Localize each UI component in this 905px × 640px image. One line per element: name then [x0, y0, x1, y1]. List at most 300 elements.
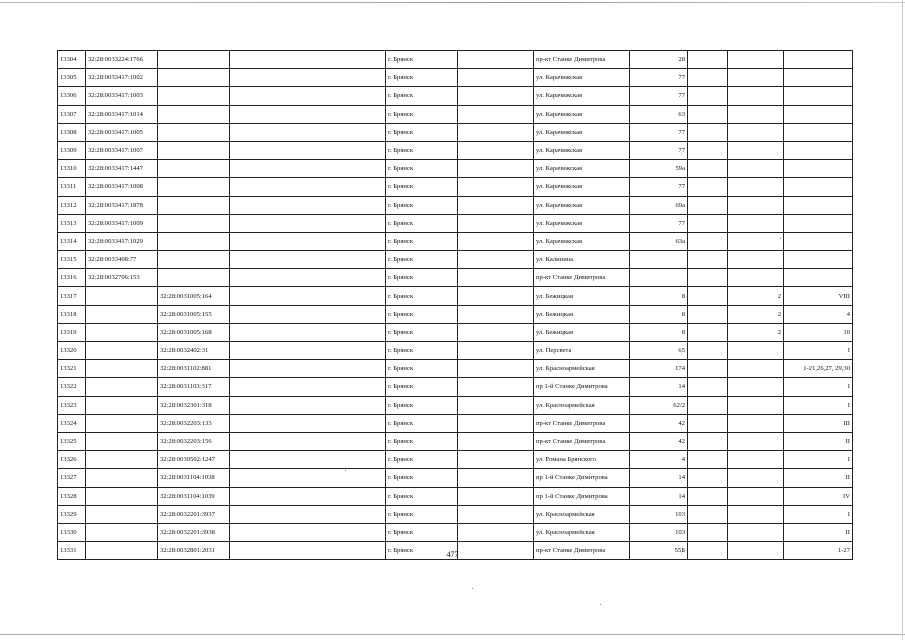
- premises-cadastral-number-cell: 32:28:0031104:1038: [158, 469, 230, 487]
- city-cell: г. Брянск: [386, 69, 458, 87]
- record-number-cell: 13331: [58, 542, 86, 560]
- table-row: [58, 160, 853, 178]
- cadastral-number-cell: [86, 305, 158, 323]
- empty-cell: [458, 232, 534, 250]
- premises-number-cell: IV: [784, 487, 853, 505]
- table-row: [58, 196, 853, 214]
- city-cell: г. Брянск: [386, 251, 458, 269]
- empty-cell: [230, 87, 386, 105]
- city-cell: г. Брянск: [386, 360, 458, 378]
- record-number-cell: 13329: [58, 505, 86, 523]
- cadastral-number-cell: 32:28:0033417:1005: [86, 123, 158, 141]
- street-cell: пр-кт Станке Димитрова: [534, 414, 630, 432]
- empty-cell: [688, 396, 728, 414]
- street-cell: ул. Карачижская: [534, 141, 630, 159]
- premises-cadastral-number-cell: 32:28:0031005:168: [158, 323, 230, 341]
- house-number-cell: 8: [630, 305, 688, 323]
- premises-number-cell: I: [784, 378, 853, 396]
- premises-number-cell: 10: [784, 323, 853, 341]
- premises-number-cell: [784, 123, 853, 141]
- empty-cell: [688, 487, 728, 505]
- record-number-cell: 13317: [58, 287, 86, 305]
- empty-cell: [230, 160, 386, 178]
- empty-cell: [458, 523, 534, 541]
- cadastral-number-cell: [86, 378, 158, 396]
- cadastral-number-cell: 32:28:0033417:1447: [86, 160, 158, 178]
- empty-cell: [458, 160, 534, 178]
- city-cell: г. Брянск: [386, 105, 458, 123]
- empty-cell: [458, 105, 534, 123]
- street-cell: пр 1-й Станке Димитрова: [534, 469, 630, 487]
- record-number-cell: 13318: [58, 305, 86, 323]
- building-cell: [728, 69, 784, 87]
- record-number-cell: 13325: [58, 432, 86, 450]
- building-cell: [728, 178, 784, 196]
- house-number-cell: 103: [630, 523, 688, 541]
- empty-cell: [458, 360, 534, 378]
- premises-cadastral-number-cell: [158, 141, 230, 159]
- building-cell: [728, 451, 784, 469]
- cadastral-number-cell: [86, 451, 158, 469]
- empty-cell: [458, 432, 534, 450]
- table-row: [58, 178, 853, 196]
- empty-cell: [458, 214, 534, 232]
- street-cell: пр 1-й Станке Димитрова: [534, 487, 630, 505]
- street-cell: ул. Карачижская: [534, 196, 630, 214]
- street-cell: ул. Бежицкая: [534, 323, 630, 341]
- record-number-cell: 13306: [58, 87, 86, 105]
- building-cell: [728, 360, 784, 378]
- city-cell: г. Брянск: [386, 414, 458, 432]
- house-number-cell: 77: [630, 214, 688, 232]
- street-cell: ул. Романа Брянского: [534, 451, 630, 469]
- empty-cell: [230, 232, 386, 250]
- premises-number-cell: II: [784, 432, 853, 450]
- house-number-cell: 63: [630, 105, 688, 123]
- empty-cell: [688, 141, 728, 159]
- premises-cadastral-number-cell: 32:28:0030502:1247: [158, 451, 230, 469]
- premises-number-cell: II: [784, 523, 853, 541]
- house-number-cell: 59а: [630, 160, 688, 178]
- table-row: [58, 269, 853, 287]
- house-number-cell: 62/2: [630, 396, 688, 414]
- empty-cell: [230, 51, 386, 69]
- city-cell: г. Брянск: [386, 378, 458, 396]
- city-cell: г. Брянск: [386, 396, 458, 414]
- empty-cell: [458, 196, 534, 214]
- premises-cadastral-number-cell: [158, 232, 230, 250]
- premises-number-cell: I: [784, 505, 853, 523]
- cadastral-number-cell: [86, 414, 158, 432]
- premises-number-cell: [784, 232, 853, 250]
- premises-number-cell: VIII: [784, 287, 853, 305]
- record-number-cell: 13327: [58, 469, 86, 487]
- empty-cell: [688, 123, 728, 141]
- table-row: [58, 51, 853, 69]
- street-cell: ул. Бежицкая: [534, 305, 630, 323]
- empty-cell: [688, 305, 728, 323]
- empty-cell: [458, 305, 534, 323]
- street-cell: пр-кт Станке Димитрова: [534, 432, 630, 450]
- premises-cadastral-number-cell: 32:28:0032203:156: [158, 432, 230, 450]
- house-number-cell: 63а: [630, 232, 688, 250]
- premises-number-cell: II: [784, 469, 853, 487]
- cadastral-number-cell: 32:28:0033417:1014: [86, 105, 158, 123]
- cadastral-number-cell: 32:28:0033417:1009: [86, 214, 158, 232]
- house-number-cell: 8: [630, 287, 688, 305]
- premises-cadastral-number-cell: [158, 214, 230, 232]
- house-number-cell: 14: [630, 378, 688, 396]
- table-row: [58, 105, 853, 123]
- cadastral-number-cell: 32:28:0033417:1007: [86, 141, 158, 159]
- empty-cell: [458, 323, 534, 341]
- table-row: [58, 123, 853, 141]
- record-number-cell: 13311: [58, 178, 86, 196]
- street-cell: ул. Карачижская: [534, 69, 630, 87]
- record-number-cell: 13304: [58, 51, 86, 69]
- house-number-cell: 14: [630, 469, 688, 487]
- empty-cell: [230, 214, 386, 232]
- premises-cadastral-number-cell: 32:28:0032201:3938: [158, 523, 230, 541]
- building-cell: [728, 505, 784, 523]
- premises-cadastral-number-cell: 32:28:0032301:318: [158, 396, 230, 414]
- cadastral-number-cell: [86, 505, 158, 523]
- empty-cell: [688, 523, 728, 541]
- empty-cell: [688, 469, 728, 487]
- building-cell: [728, 414, 784, 432]
- street-cell: ул. Карачижская: [534, 105, 630, 123]
- premises-cadastral-number-cell: [158, 123, 230, 141]
- empty-cell: [458, 451, 534, 469]
- premises-cadastral-number-cell: 32:28:0031103:317: [158, 378, 230, 396]
- house-number-cell: 4: [630, 451, 688, 469]
- premises-cadastral-number-cell: 32:28:0032402:31: [158, 342, 230, 360]
- cadastral-number-cell: 32:28:0032706:153: [86, 269, 158, 287]
- empty-cell: [688, 87, 728, 105]
- empty-cell: [458, 69, 534, 87]
- building-cell: [728, 105, 784, 123]
- house-number-cell: 77: [630, 178, 688, 196]
- empty-cell: [230, 396, 386, 414]
- record-number-cell: 13313: [58, 214, 86, 232]
- building-cell: 2: [728, 287, 784, 305]
- premises-cadastral-number-cell: 32:28:0031104:1039: [158, 487, 230, 505]
- premises-cadastral-number-cell: [158, 269, 230, 287]
- house-number-cell: 174: [630, 360, 688, 378]
- house-number-cell: 77: [630, 87, 688, 105]
- empty-cell: [688, 378, 728, 396]
- city-cell: г. Брянск: [386, 178, 458, 196]
- empty-cell: [230, 414, 386, 432]
- city-cell: г. Брянск: [386, 214, 458, 232]
- scan-speck: [345, 470, 346, 471]
- table-row: [58, 414, 853, 432]
- table-row: [58, 523, 853, 541]
- record-number-cell: 13305: [58, 69, 86, 87]
- premises-number-cell: [784, 87, 853, 105]
- registry-body: [58, 51, 853, 560]
- street-cell: ул. Красноармейская: [534, 505, 630, 523]
- table-row: [58, 360, 853, 378]
- building-cell: 2: [728, 323, 784, 341]
- city-cell: г. Брянск: [386, 523, 458, 541]
- table-row: [58, 505, 853, 523]
- cadastral-number-cell: [86, 487, 158, 505]
- premises-number-cell: 1-27: [784, 542, 853, 560]
- premises-number-cell: [784, 196, 853, 214]
- city-cell: г. Брянск: [386, 432, 458, 450]
- cadastral-number-cell: [86, 287, 158, 305]
- empty-cell: [230, 360, 386, 378]
- building-cell: [728, 487, 784, 505]
- house-number-cell: 55Б: [630, 542, 688, 560]
- street-cell: пр 1-й Станке Димитрова: [534, 378, 630, 396]
- building-cell: [728, 232, 784, 250]
- table-row: [58, 305, 853, 323]
- premises-cadastral-number-cell: [158, 196, 230, 214]
- record-number-cell: 13326: [58, 451, 86, 469]
- street-cell: ул. Красноармейская: [534, 360, 630, 378]
- table-row: [58, 141, 853, 159]
- empty-cell: [458, 469, 534, 487]
- premises-number-cell: [784, 269, 853, 287]
- building-cell: [728, 269, 784, 287]
- record-number-cell: 13310: [58, 160, 86, 178]
- building-cell: [728, 251, 784, 269]
- empty-cell: [458, 87, 534, 105]
- cadastral-number-cell: [86, 342, 158, 360]
- empty-cell: [688, 232, 728, 250]
- empty-cell: [458, 487, 534, 505]
- city-cell: г. Брянск: [386, 287, 458, 305]
- city-cell: г. Брянск: [386, 451, 458, 469]
- table-row: [58, 451, 853, 469]
- scan-edge-right: [902, 0, 903, 640]
- city-cell: г. Брянск: [386, 51, 458, 69]
- empty-cell: [688, 51, 728, 69]
- empty-cell: [230, 323, 386, 341]
- empty-cell: [458, 505, 534, 523]
- cadastral-number-cell: [86, 396, 158, 414]
- table-row: [58, 87, 853, 105]
- empty-cell: [688, 432, 728, 450]
- building-cell: [728, 87, 784, 105]
- empty-cell: [230, 196, 386, 214]
- record-number-cell: 13323: [58, 396, 86, 414]
- city-cell: г. Брянск: [386, 196, 458, 214]
- empty-cell: [688, 269, 728, 287]
- record-number-cell: 13321: [58, 360, 86, 378]
- city-cell: г. Брянск: [386, 123, 458, 141]
- cadastral-number-cell: 32:28:0033417:1029: [86, 232, 158, 250]
- cadastral-number-cell: [86, 323, 158, 341]
- premises-number-cell: [784, 160, 853, 178]
- table-row: [58, 396, 853, 414]
- empty-cell: [688, 505, 728, 523]
- building-cell: [728, 214, 784, 232]
- premises-cadastral-number-cell: [158, 251, 230, 269]
- premises-cadastral-number-cell: 32:28:0031102:881: [158, 360, 230, 378]
- empty-cell: [458, 378, 534, 396]
- house-number-cell: 77: [630, 123, 688, 141]
- table-row: [58, 287, 853, 305]
- city-cell: г. Брянск: [386, 269, 458, 287]
- house-number-cell: 28: [630, 51, 688, 69]
- cadastral-number-cell: 32:28:0033417:1008: [86, 178, 158, 196]
- empty-cell: [688, 178, 728, 196]
- empty-cell: [230, 287, 386, 305]
- table-row: [58, 251, 853, 269]
- table-row: [58, 342, 853, 360]
- record-number-cell: 13330: [58, 523, 86, 541]
- house-number-cell: [630, 269, 688, 287]
- premises-number-cell: [784, 51, 853, 69]
- premises-cadastral-number-cell: 32:28:0032203:133: [158, 414, 230, 432]
- record-number-cell: 13324: [58, 414, 86, 432]
- premises-number-cell: III: [784, 414, 853, 432]
- city-cell: г. Брянск: [386, 469, 458, 487]
- empty-cell: [688, 69, 728, 87]
- cadastral-number-cell: 32:28:0033408:77: [86, 251, 158, 269]
- premises-cadastral-number-cell: [158, 87, 230, 105]
- street-cell: ул. Калинина: [534, 251, 630, 269]
- empty-cell: [458, 123, 534, 141]
- city-cell: г. Брянск: [386, 487, 458, 505]
- premises-cadastral-number-cell: [158, 69, 230, 87]
- premises-cadastral-number-cell: [158, 160, 230, 178]
- building-cell: [728, 141, 784, 159]
- registry-table: [57, 50, 853, 560]
- record-number-cell: 13316: [58, 269, 86, 287]
- city-cell: г. Брянск: [386, 141, 458, 159]
- house-number-cell: 42: [630, 414, 688, 432]
- record-number-cell: 13314: [58, 232, 86, 250]
- house-number-cell: 42: [630, 432, 688, 450]
- empty-cell: [230, 523, 386, 541]
- premises-number-cell: 4: [784, 305, 853, 323]
- premises-number-cell: I: [784, 396, 853, 414]
- street-cell: ул. Персвета: [534, 342, 630, 360]
- building-cell: [728, 342, 784, 360]
- cadastral-number-cell: 32:28:0033224:1766: [86, 51, 158, 69]
- city-cell: г. Брянск: [386, 232, 458, 250]
- empty-cell: [230, 305, 386, 323]
- empty-cell: [458, 287, 534, 305]
- street-cell: ул. Красноармейская: [534, 396, 630, 414]
- street-cell: пр-кт Станке Димитрова: [534, 269, 630, 287]
- cadastral-number-cell: 32:28:0033417:1002: [86, 69, 158, 87]
- empty-cell: [230, 141, 386, 159]
- empty-cell: [458, 141, 534, 159]
- street-cell: ул. Карачижская: [534, 214, 630, 232]
- empty-cell: [688, 196, 728, 214]
- empty-cell: [230, 469, 386, 487]
- premises-number-cell: [784, 251, 853, 269]
- house-number-cell: 65: [630, 342, 688, 360]
- empty-cell: [458, 269, 534, 287]
- table-row: [58, 214, 853, 232]
- empty-cell: [458, 342, 534, 360]
- building-cell: [728, 378, 784, 396]
- premises-number-cell: [784, 69, 853, 87]
- empty-cell: [458, 414, 534, 432]
- empty-cell: [688, 105, 728, 123]
- empty-cell: [230, 432, 386, 450]
- building-cell: [728, 196, 784, 214]
- building-cell: [728, 51, 784, 69]
- premises-number-cell: [784, 214, 853, 232]
- table-row: [58, 469, 853, 487]
- street-cell: пр-кт Станке Димитрова: [534, 542, 630, 560]
- empty-cell: [230, 251, 386, 269]
- record-number-cell: 13315: [58, 251, 86, 269]
- record-number-cell: 13307: [58, 105, 86, 123]
- building-cell: [728, 432, 784, 450]
- city-cell: г. Брянск: [386, 342, 458, 360]
- cadastral-number-cell: [86, 523, 158, 541]
- cadastral-number-cell: 32:28:0033417:1878: [86, 196, 158, 214]
- empty-cell: [688, 360, 728, 378]
- street-cell: ул. Карачижская: [534, 232, 630, 250]
- scan-edge-top: [0, 2, 905, 3]
- building-cell: [728, 523, 784, 541]
- empty-cell: [230, 378, 386, 396]
- empty-cell: [230, 487, 386, 505]
- street-cell: ул. Карачижская: [534, 123, 630, 141]
- empty-cell: [688, 342, 728, 360]
- empty-cell: [688, 251, 728, 269]
- street-cell: ул. Карачижская: [534, 160, 630, 178]
- record-number-cell: 13328: [58, 487, 86, 505]
- premises-cadastral-number-cell: 32:28:0032201:3937: [158, 505, 230, 523]
- empty-cell: [688, 414, 728, 432]
- house-number-cell: 77: [630, 69, 688, 87]
- empty-cell: [230, 451, 386, 469]
- house-number-cell: 14: [630, 487, 688, 505]
- house-number-cell: 8: [630, 323, 688, 341]
- empty-cell: [688, 323, 728, 341]
- record-number-cell: 13319: [58, 323, 86, 341]
- empty-cell: [458, 51, 534, 69]
- city-cell: г. Брянск: [386, 323, 458, 341]
- street-cell: ул. Карачижская: [534, 178, 630, 196]
- house-number-cell: 103: [630, 505, 688, 523]
- city-cell: г. Брянск: [386, 305, 458, 323]
- table-row: [58, 69, 853, 87]
- table-row: [58, 378, 853, 396]
- cadastral-number-cell: [86, 360, 158, 378]
- record-number-cell: 13320: [58, 342, 86, 360]
- record-number-cell: 13309: [58, 141, 86, 159]
- cadastral-number-cell: 32:28:0033417:1003: [86, 87, 158, 105]
- empty-cell: [230, 105, 386, 123]
- cadastral-number-cell: [86, 432, 158, 450]
- scan-edge-bottom: [0, 634, 905, 635]
- premises-cadastral-number-cell: [158, 51, 230, 69]
- street-cell: ул. Красноармейская: [534, 523, 630, 541]
- table-row: [58, 432, 853, 450]
- premises-number-cell: [784, 105, 853, 123]
- premises-number-cell: [784, 178, 853, 196]
- table-row: [58, 487, 853, 505]
- empty-cell: [688, 214, 728, 232]
- scan-speck: [600, 604, 601, 605]
- building-cell: [728, 396, 784, 414]
- premises-number-cell: I: [784, 342, 853, 360]
- city-cell: г. Брянск: [386, 87, 458, 105]
- empty-cell: [230, 123, 386, 141]
- empty-cell: [688, 287, 728, 305]
